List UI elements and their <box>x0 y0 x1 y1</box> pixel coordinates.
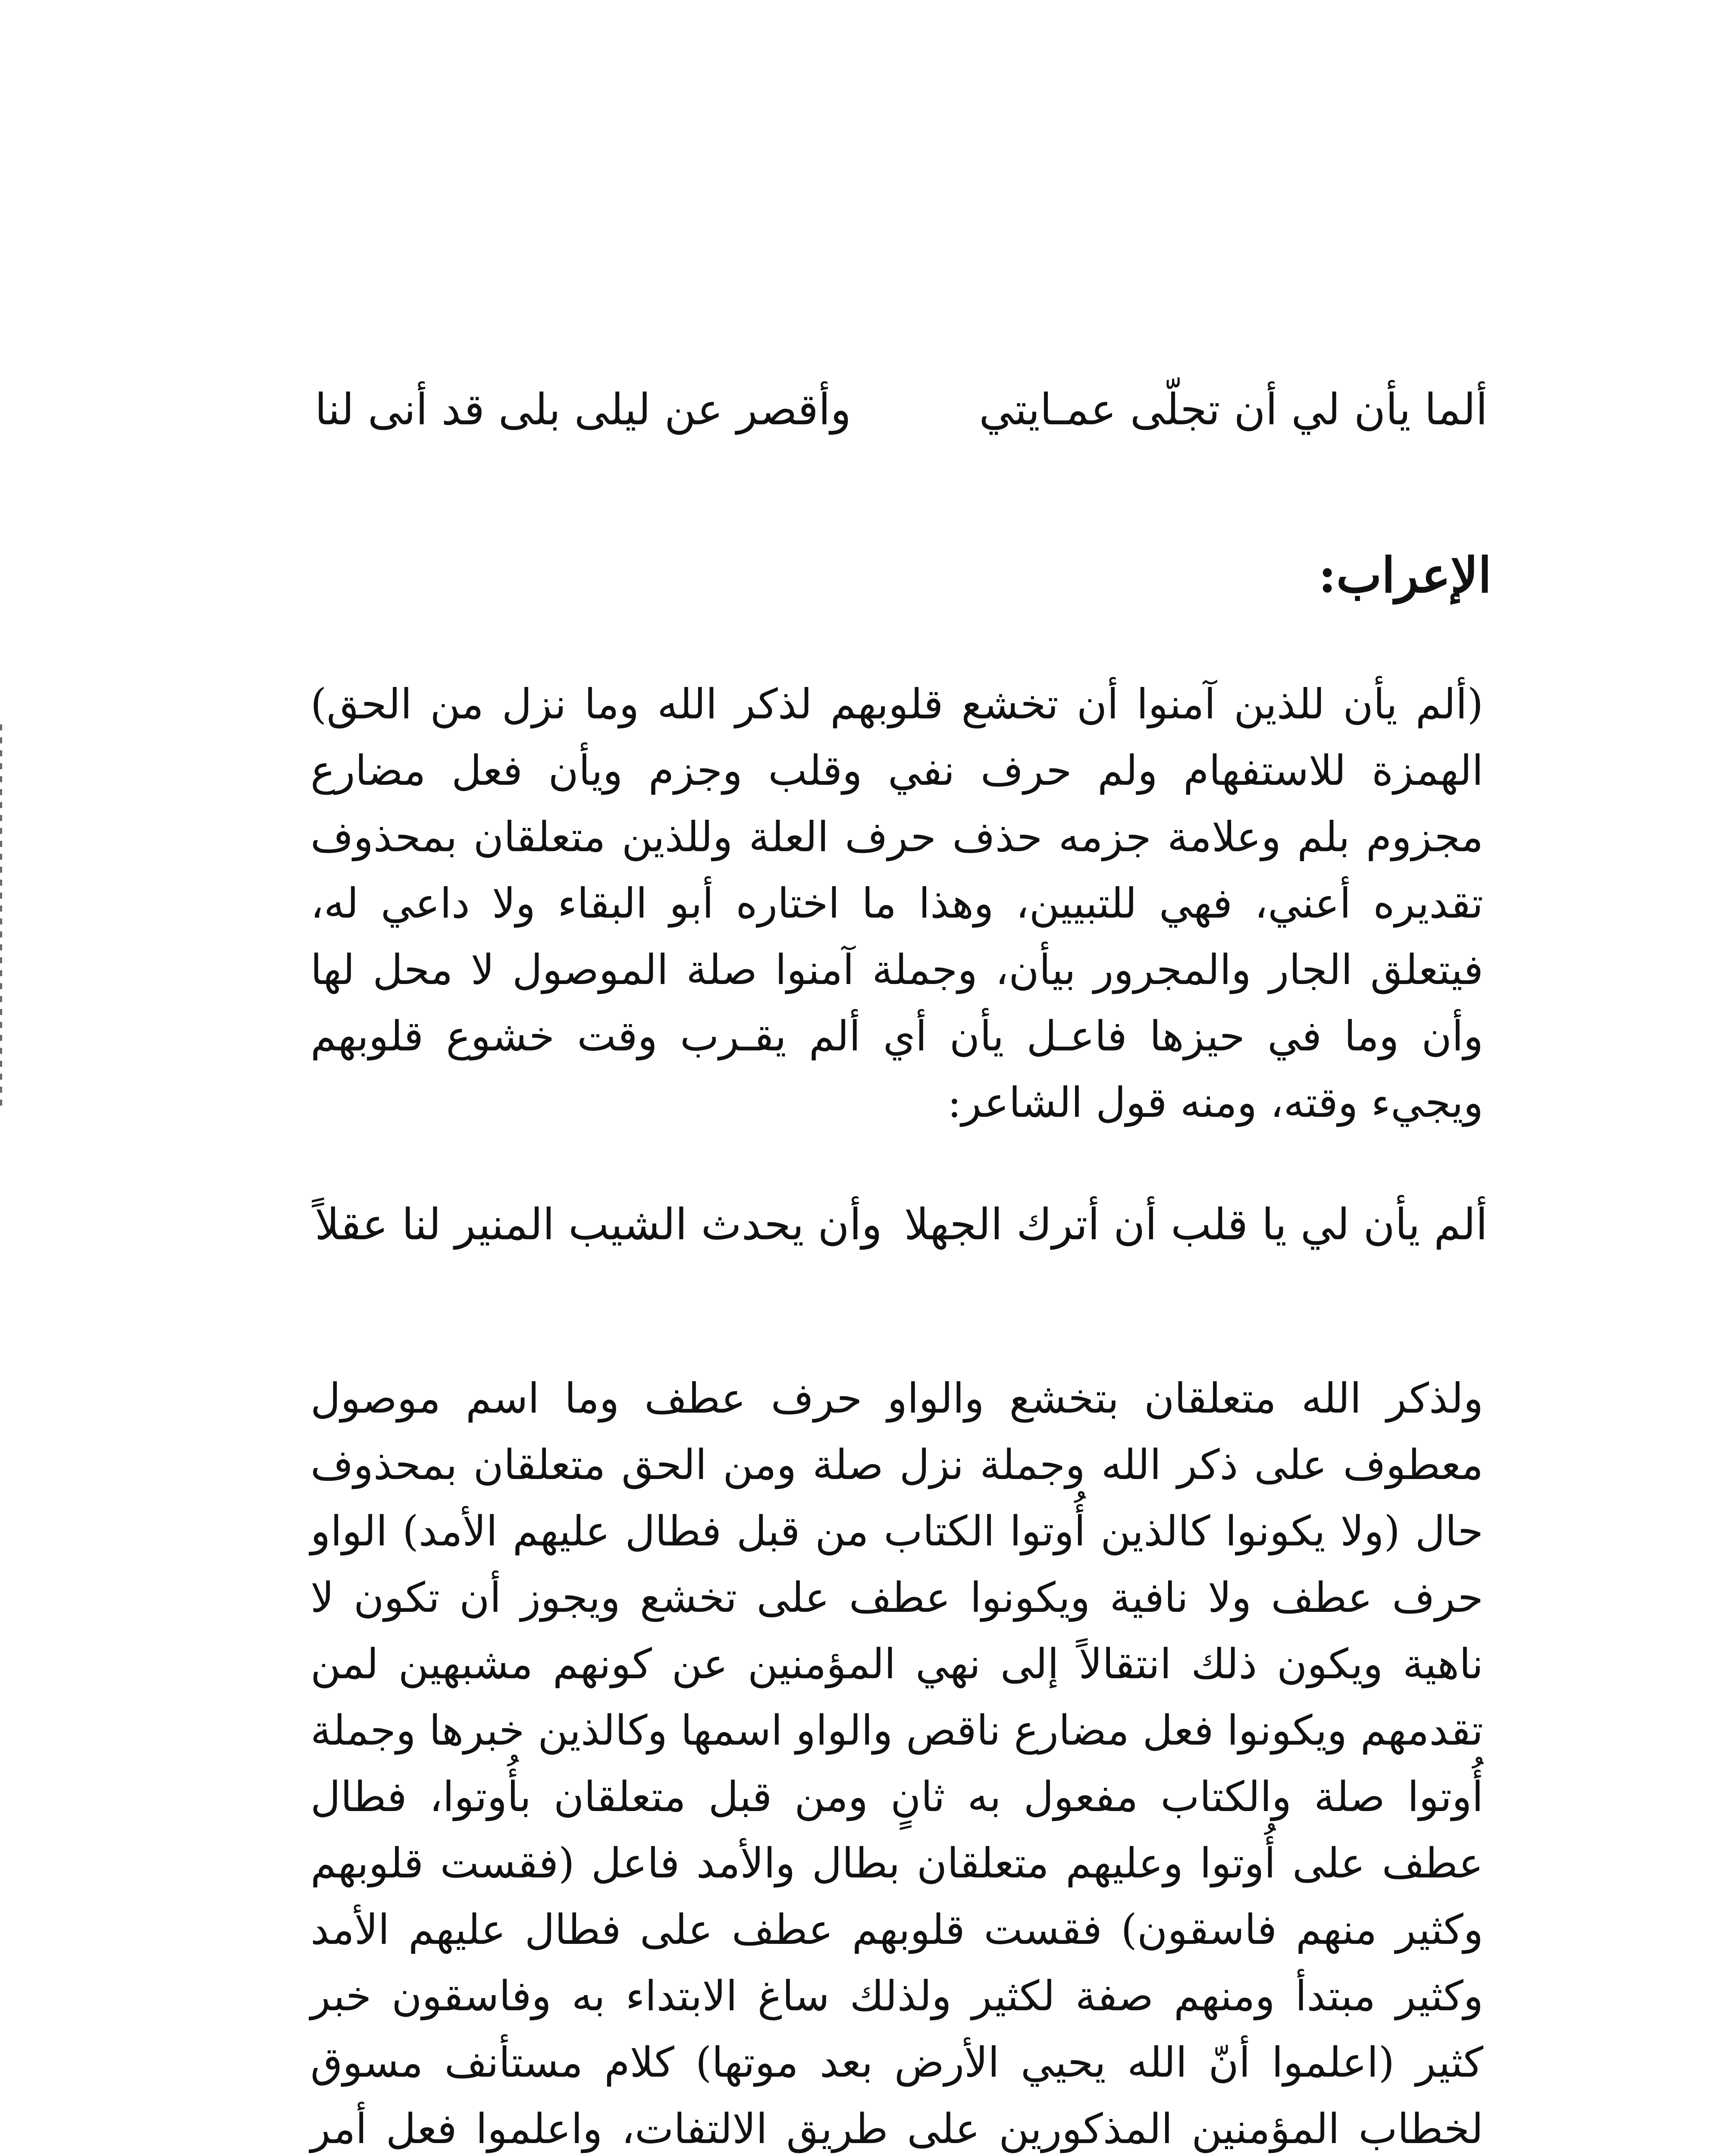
poetry-verse-quote <box>315 1194 1488 1255</box>
poetry-verse-top <box>315 379 1488 440</box>
verse-first-hemistich: ألما يأن لي أن تجلّى عمـايتي <box>979 384 1488 435</box>
scan-margin-mark <box>0 724 2 1112</box>
body-paragraph-2: ولذكر الله متعلقان بتخشع والواو حرف عطف وما اسم موصول معطوف على ذكر الله وجملة نزل صلة ومن الحق متعلقان بمحذوف حال (ولا يكونوا كالذين أُوتوا الكتاب من قبل فطال عليهم الأمد) الواو حرف عطف ولا نافية ويكونوا عطف على تخشع ويجوز أن تكون لا ناهية ويكون ذلك انتقالاً إلى نهي المؤمنين عن كونهم مشبهين لمن تقدمهم ويكونوا فعل مضارع ناقص والواو اسمها وكالذين خبرها وجملة أُوتوا صلة والكتاب مفعول به ثانٍ ومن قبل متعلقان بأُوتوا، فطال عطف على أُوتوا وعليهم متعلقان بطال والأمد فاعل (فقست قلوبهم وكثير منهم فاسقون) فقست قلوبهم عطف على فطال عليهم الأمد وكثير مبتدأ ومنهم صفة لكثير ولذلك ساغ الابتداء به وفاسقون خبر كثير (اعلموا أنّ الله يحيي الأرض بعد موتها) كلام مستأنف مسوق لخطاب المؤمنين المذكورين على طريق الالتفات، واعلموا فعل أمر <box>310 1374 1484 2153</box>
verse-second-hemistich: وأقصر عن ليلى بلى قد أنى لنا <box>315 384 852 435</box>
quote-second-hemistich: وأن يحدث الشيب المنير لنا عقلاً <box>315 1199 882 1250</box>
section-heading: الإعراب: <box>1318 547 1492 604</box>
quote-first-hemistich: ألم يأن لي يا قلب أن أترك الجهلا <box>904 1199 1488 1250</box>
body-paragraph-1: (ألم يأن للذين آمنوا أن تخشع قلوبهم لذكر الله وما نزل من الحق) الهمزة للاستفهام ولم حرف نفي وقلب وجزم ويأن فعل مضارع مجزوم بلم وعلامة جزمه حذف حرف العلة وللذين متعلقان بمحذوف تقديره أعني، فهي للتبيين، وهذا ما اختاره أبو البقاء ولا داعي له، فيتعلق الجار والمجرور بيأن، وجملة آمنوا صلة الموصول لا محل لها وأن وما في حيزها فاعـل يأن أي ألم يقـرب وقت خشوع قلوبهم ويجيء وقته، ومنه قول الشاعر: <box>310 680 1484 1127</box>
